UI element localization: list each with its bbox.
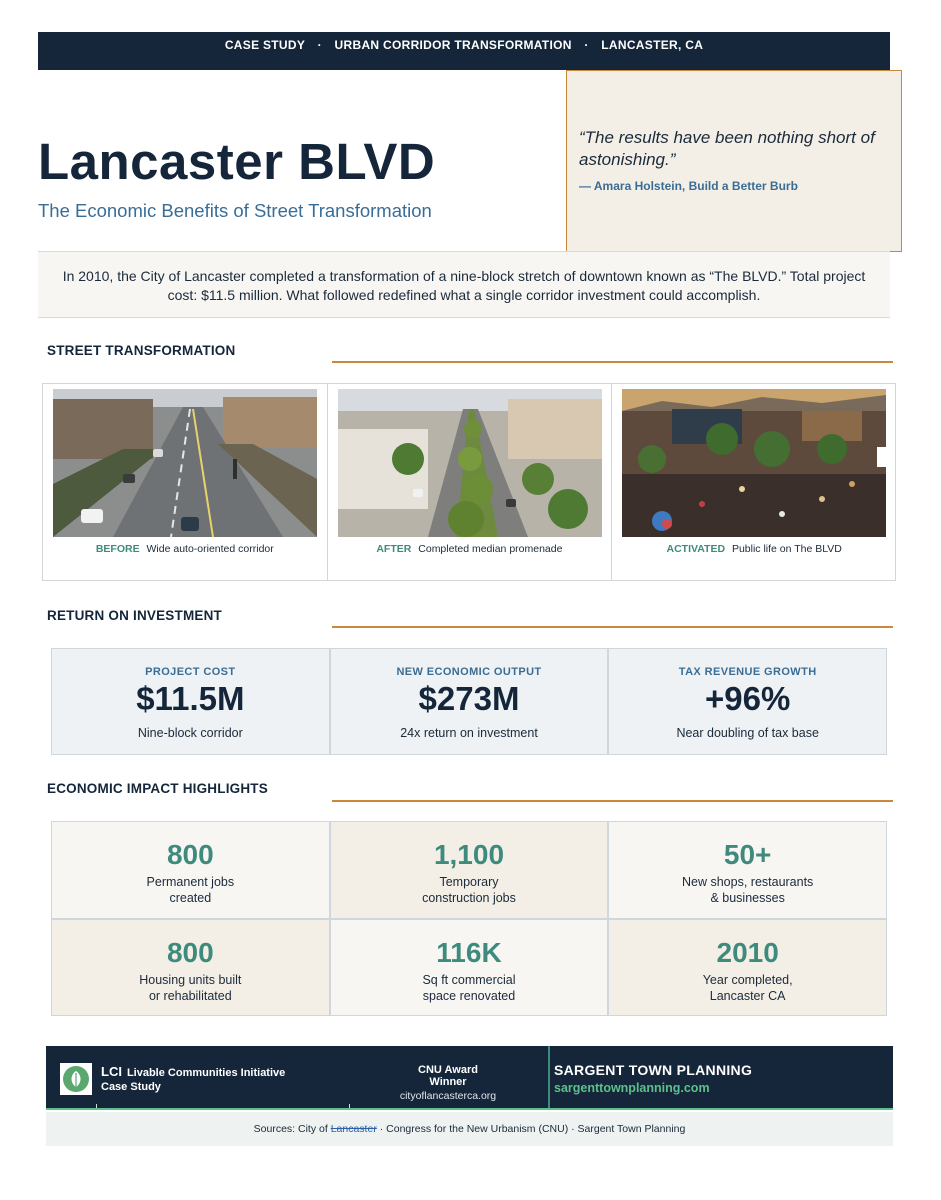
roi-value: +96% <box>705 680 791 717</box>
section-heading-street: STREET TRANSFORMATION <box>47 343 236 358</box>
impact-value: 50+ <box>723 839 772 870</box>
impact-line: Housing units built <box>139 972 242 987</box>
impact-description <box>331 874 608 906</box>
footer-firm-url[interactable]: sargenttownplanning.com <box>554 1081 710 1095</box>
roi-label: PROJECT COST <box>145 666 236 678</box>
photo-caption-activated <box>622 543 886 555</box>
roi-panel <box>51 648 887 755</box>
footer-accent-line <box>46 1108 893 1110</box>
lci-leaf-logo <box>60 1063 92 1095</box>
roi-subtext: Nine-block corridor <box>137 726 243 740</box>
impact-description <box>609 874 886 906</box>
section-heading-roi: RETURN ON INVESTMENT <box>47 608 223 623</box>
impact-card-housing <box>51 919 330 1017</box>
roi-label: NEW ECONOMIC OUTPUT <box>396 666 542 678</box>
roi-subtext: Near doubling of tax base <box>676 726 819 740</box>
impact-value: 116K <box>436 936 502 968</box>
footer-divider <box>548 1046 550 1110</box>
activated-crowd-photo <box>622 389 886 537</box>
quote-attribution: — Amara Holstein, Build a Better Burb <box>579 179 798 193</box>
header-banner <box>38 32 890 70</box>
impact-card-year-completed <box>608 919 887 1017</box>
impact-line: space renovated <box>422 988 516 1003</box>
page-title: Lancaster BLVD <box>38 133 436 190</box>
impact-line: created <box>169 891 212 905</box>
photo-tag-activated: ACTIVATED <box>666 543 726 555</box>
section-rule <box>332 361 893 363</box>
photo-caption-text: Public life on The BLVD <box>731 543 842 555</box>
roi-value: $273M <box>418 680 520 717</box>
pull-quote <box>566 70 902 252</box>
impact-line: Year completed, <box>702 972 793 987</box>
footer-lci-name: Livable Communities Initiative <box>126 1067 286 1079</box>
sources-rest: · Congress for the New Urbanism (CNU) · Sargent Town Planning <box>379 1123 686 1135</box>
header-item-topic: URBAN CORRIDOR TRANSFORMATION <box>334 38 572 52</box>
photo-caption-text: Completed median promenade <box>418 543 563 555</box>
roi-value: $11.5M <box>136 680 245 717</box>
impact-card-commercial-space <box>330 919 609 1017</box>
photo-card-before <box>43 384 328 580</box>
impact-line: Permanent jobs <box>146 875 235 889</box>
impact-line: Lancaster CA <box>709 988 786 1003</box>
impact-grid <box>51 821 887 1016</box>
section-rule <box>332 626 893 628</box>
photo-strip <box>42 383 896 581</box>
impact-line: Sq ft commercial <box>422 972 516 987</box>
roi-card-project-cost <box>51 648 330 755</box>
footer-bar <box>46 1046 893 1110</box>
impact-description <box>52 972 329 1004</box>
impact-description <box>331 972 608 1004</box>
roi-card-economic-output <box>330 648 609 755</box>
sources-line <box>46 1112 893 1146</box>
impact-value: 800 <box>166 936 214 968</box>
sources-prefix: Sources: City of <box>253 1123 328 1135</box>
before-street-photo <box>53 389 317 537</box>
after-promenade-photo <box>338 389 602 537</box>
roi-label: TAX REVENUE GROWTH <box>678 666 817 678</box>
impact-line: & businesses <box>710 891 785 905</box>
roi-card-tax-revenue <box>608 648 887 755</box>
photo-tag-before: BEFORE <box>95 543 140 555</box>
header-separator: · <box>584 38 589 52</box>
impact-description <box>609 972 886 1004</box>
sources-struck-link[interactable]: Lancaster <box>330 1123 377 1135</box>
impact-card-construction-jobs <box>330 821 609 919</box>
impact-line: construction jobs <box>422 891 516 905</box>
page-subtitle: The Economic Benefits of Street Transformation <box>38 200 432 221</box>
impact-line: New shops, restaurants <box>682 875 814 889</box>
photo-caption-text: Wide auto-oriented corridor <box>146 543 274 555</box>
impact-value: 1,100 <box>433 839 505 870</box>
footer-cnu-url[interactable]: cityoflancasterca.org <box>399 1090 497 1102</box>
photo-tag-after: AFTER <box>376 543 412 555</box>
photo-caption-after <box>338 543 602 555</box>
header-item-case-study: CASE STUDY <box>224 38 305 52</box>
footer-lci-abbr: LCI <box>101 1064 122 1079</box>
impact-description <box>52 874 329 906</box>
header-item-location: LANCASTER, CA <box>601 38 704 52</box>
footer-cnu-title: CNU Award Winner <box>418 1064 478 1088</box>
impact-line: Temporary <box>439 875 499 889</box>
impact-value: 800 <box>166 839 214 870</box>
quote-text: “The results have been nothing short of astonishing.” <box>579 128 875 169</box>
section-heading-impact: ECONOMIC IMPACT HIGHLIGHTS <box>47 781 268 796</box>
impact-value: 2010 <box>716 936 779 968</box>
photo-card-after <box>328 384 613 580</box>
impact-line: or rehabilitated <box>148 988 232 1003</box>
footer-lci-subtitle: Case Study <box>101 1081 161 1093</box>
footer-cnu-block <box>398 1064 498 1102</box>
impact-card-permanent-jobs <box>51 821 330 919</box>
photo-card-activated <box>612 384 896 580</box>
photo-caption-before <box>53 543 317 555</box>
impact-card-businesses <box>608 821 887 919</box>
header-separator: · <box>317 38 322 52</box>
footer-lci-title <box>101 1064 285 1079</box>
roi-subtext: 24x return on investment <box>400 726 538 740</box>
section-rule <box>332 800 893 802</box>
intro-paragraph: In 2010, the City of Lancaster completed a transformation of a nine-block stretch of downtown known as “The BLVD.” Total project cost: $11.5 million. What followed redefined what a single corridor investment could accomplish. <box>38 251 890 318</box>
footer-firm-name: SARGENT TOWN PLANNING <box>554 1062 753 1078</box>
